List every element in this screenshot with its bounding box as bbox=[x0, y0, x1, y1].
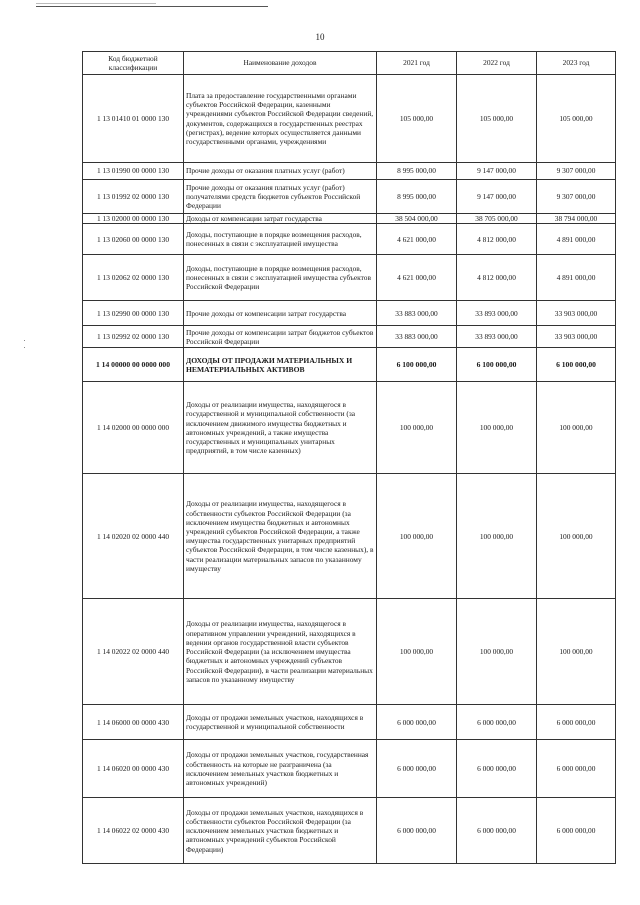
table-row bbox=[83, 348, 616, 382]
row-value-2023: 6 000 000,00 bbox=[537, 705, 616, 740]
row-value-2022: 9 147 000,00 bbox=[457, 163, 537, 180]
row-name: Доходы, поступающие в порядке возмещения расходов, понесенных в связи с эксплуатацией имущества субъектов Российской Федерации bbox=[184, 255, 377, 301]
row-value-2021: 100 000,00 bbox=[377, 474, 457, 599]
table-row bbox=[83, 599, 616, 705]
row-name: Прочие доходы от оказания платных услуг (работ) bbox=[184, 163, 377, 180]
row-value-2022: 100 000,00 bbox=[457, 474, 537, 599]
table-row bbox=[83, 740, 616, 798]
row-name: Прочие доходы от компенсации затрат бюджетов субъектов Российской Федерации bbox=[184, 326, 377, 348]
row-value-2022: 33 893 000,00 bbox=[457, 326, 537, 348]
row-value-2023: 105 000,00 bbox=[537, 75, 616, 163]
row-name: Прочие доходы от компенсации затрат государства bbox=[184, 301, 377, 326]
table-row bbox=[83, 255, 616, 301]
table-header-row bbox=[83, 52, 616, 75]
row-value-2021: 4 621 000,00 bbox=[377, 224, 457, 255]
header-rule bbox=[36, 6, 268, 7]
table-row bbox=[83, 798, 616, 864]
row-name: ДОХОДЫ ОТ ПРОДАЖИ МАТЕРИАЛЬНЫХ И НЕМАТЕРИАЛЬНЫХ АКТИВОВ bbox=[184, 348, 377, 382]
revenue-table bbox=[82, 51, 616, 864]
row-value-2021: 33 883 000,00 bbox=[377, 326, 457, 348]
scan-speck bbox=[24, 340, 25, 341]
table-row bbox=[83, 180, 616, 214]
row-code: 1 13 02062 02 0000 130 bbox=[83, 255, 184, 301]
row-value-2021: 100 000,00 bbox=[377, 382, 457, 474]
row-value-2023: 9 307 000,00 bbox=[537, 180, 616, 214]
row-value-2021: 6 000 000,00 bbox=[377, 740, 457, 798]
row-value-2023: 4 891 000,00 bbox=[537, 224, 616, 255]
row-value-2023: 100 000,00 bbox=[537, 599, 616, 705]
row-value-2023: 4 891 000,00 bbox=[537, 255, 616, 301]
row-value-2023: 33 903 000,00 bbox=[537, 326, 616, 348]
row-value-2022: 6 000 000,00 bbox=[457, 740, 537, 798]
row-value-2021: 100 000,00 bbox=[377, 599, 457, 705]
header-year-2021: 2021 год bbox=[377, 52, 457, 75]
row-value-2022: 6 100 000,00 bbox=[457, 348, 537, 382]
row-value-2021: 105 000,00 bbox=[377, 75, 457, 163]
row-code: 1 13 01410 01 0000 130 bbox=[83, 75, 184, 163]
scan-speck bbox=[24, 347, 25, 348]
table-row bbox=[83, 474, 616, 599]
row-code: 1 13 02990 00 0000 130 bbox=[83, 301, 184, 326]
row-value-2023: 6 100 000,00 bbox=[537, 348, 616, 382]
row-value-2023: 9 307 000,00 bbox=[537, 163, 616, 180]
row-value-2021: 6 000 000,00 bbox=[377, 798, 457, 864]
row-name: Доходы от компенсации затрат государства bbox=[184, 214, 377, 224]
row-value-2022: 6 000 000,00 bbox=[457, 705, 537, 740]
table-row bbox=[83, 705, 616, 740]
row-value-2022: 6 000 000,00 bbox=[457, 798, 537, 864]
row-value-2021: 8 995 000,00 bbox=[377, 163, 457, 180]
header-name: Наименование доходов bbox=[184, 52, 377, 75]
table-row bbox=[83, 75, 616, 163]
table-row bbox=[83, 326, 616, 348]
row-name: Доходы от продажи земельных участков, находящихся в собственности субъектов Российской Федерации (за исключением земельных участков бюджетных и автономных учреждений субъектов Российской Федерации) bbox=[184, 798, 377, 864]
row-name: Доходы от реализации имущества, находящегося в государственной и муниципальной собственности (за исключением движимого имущества бюджетных и автономных учреждений, а также имущества государственных и муниципальных унитарных предприятий, в том числе казенных) bbox=[184, 382, 377, 474]
row-code: 1 13 01990 00 0000 130 bbox=[83, 163, 184, 180]
row-code: 1 13 02992 02 0000 130 bbox=[83, 326, 184, 348]
row-value-2023: 33 903 000,00 bbox=[537, 301, 616, 326]
row-value-2023: 100 000,00 bbox=[537, 474, 616, 599]
row-code: 1 13 02000 00 0000 130 bbox=[83, 214, 184, 224]
row-value-2022: 38 705 000,00 bbox=[457, 214, 537, 224]
row-name: Доходы от продажи земельных участков, государственная собственность на которые не разграничена (за исключением земельных участков бюджетных и автономных учреждений) bbox=[184, 740, 377, 798]
row-value-2022: 105 000,00 bbox=[457, 75, 537, 163]
row-value-2023: 38 794 000,00 bbox=[537, 214, 616, 224]
row-value-2023: 6 000 000,00 bbox=[537, 798, 616, 864]
row-code: 1 13 02060 00 0000 130 bbox=[83, 224, 184, 255]
row-code: 1 14 06020 00 0000 430 bbox=[83, 740, 184, 798]
row-value-2022: 4 812 000,00 bbox=[457, 224, 537, 255]
row-code: 1 14 00000 00 0000 000 bbox=[83, 348, 184, 382]
row-name: Доходы от реализации имущества, находящегося в оперативном управлении учреждений, находящихся в ведении органов государственной власти субъектов Российской Федерации (за исключением имущества бюджетных и автономных учреждений субъектов Российской Федерации), в части реализации материальных запасов по указанному имуществу bbox=[184, 599, 377, 705]
row-value-2021: 8 995 000,00 bbox=[377, 180, 457, 214]
row-value-2022: 4 812 000,00 bbox=[457, 255, 537, 301]
table-row bbox=[83, 163, 616, 180]
header-code: Код бюджетной классификации bbox=[83, 52, 184, 75]
row-code: 1 14 06022 02 0000 430 bbox=[83, 798, 184, 864]
row-value-2022: 100 000,00 bbox=[457, 382, 537, 474]
row-name: Прочие доходы от оказания платных услуг (работ) получателями средств бюджетов субъектов Российской Федерации bbox=[184, 180, 377, 214]
row-name: Плата за предоставление государственными органами субъектов Российской Федерации, казенными учреждениями субъектов Российской Федерации сведений, документов, содержащихся в государственных реестрах (регистрах), ведение которых осуществляется данными государственными органами, учреждениями bbox=[184, 75, 377, 163]
row-code: 1 14 02020 02 0000 440 bbox=[83, 474, 184, 599]
row-code: 1 14 02000 00 0000 000 bbox=[83, 382, 184, 474]
row-value-2021: 33 883 000,00 bbox=[377, 301, 457, 326]
row-value-2023: 100 000,00 bbox=[537, 382, 616, 474]
row-code: 1 14 02022 02 0000 440 bbox=[83, 599, 184, 705]
row-code: 1 14 06000 00 0000 430 bbox=[83, 705, 184, 740]
row-value-2022: 100 000,00 bbox=[457, 599, 537, 705]
page-number: 10 bbox=[315, 32, 325, 42]
row-value-2022: 9 147 000,00 bbox=[457, 180, 537, 214]
table-row bbox=[83, 301, 616, 326]
row-name: Доходы, поступающие в порядке возмещения расходов, понесенных в связи с эксплуатацией имущества bbox=[184, 224, 377, 255]
row-name: Доходы от продажи земельных участков, находящихся в государственной и муниципальной собственности bbox=[184, 705, 377, 740]
header-year-2022: 2022 год bbox=[457, 52, 537, 75]
table-row bbox=[83, 214, 616, 224]
row-value-2023: 6 000 000,00 bbox=[537, 740, 616, 798]
row-name: Доходы от реализации имущества, находящегося в собственности субъектов Российской Федерации (за исключением имущества бюджетных и автономных учреждений субъектов Российской Федерации, а также имущества государственных унитарных предприятий субъектов Российской Федерации, в том числе казенных), в части реализации материальных запасов по указанному имуществу bbox=[184, 474, 377, 599]
table-row bbox=[83, 382, 616, 474]
row-value-2021: 6 100 000,00 bbox=[377, 348, 457, 382]
row-value-2021: 6 000 000,00 bbox=[377, 705, 457, 740]
header-rule-faint bbox=[36, 3, 156, 4]
table-row bbox=[83, 224, 616, 255]
row-code: 1 13 01992 02 0000 130 bbox=[83, 180, 184, 214]
header-year-2023: 2023 год bbox=[537, 52, 616, 75]
row-value-2021: 4 621 000,00 bbox=[377, 255, 457, 301]
row-value-2022: 33 893 000,00 bbox=[457, 301, 537, 326]
row-value-2021: 38 504 000,00 bbox=[377, 214, 457, 224]
